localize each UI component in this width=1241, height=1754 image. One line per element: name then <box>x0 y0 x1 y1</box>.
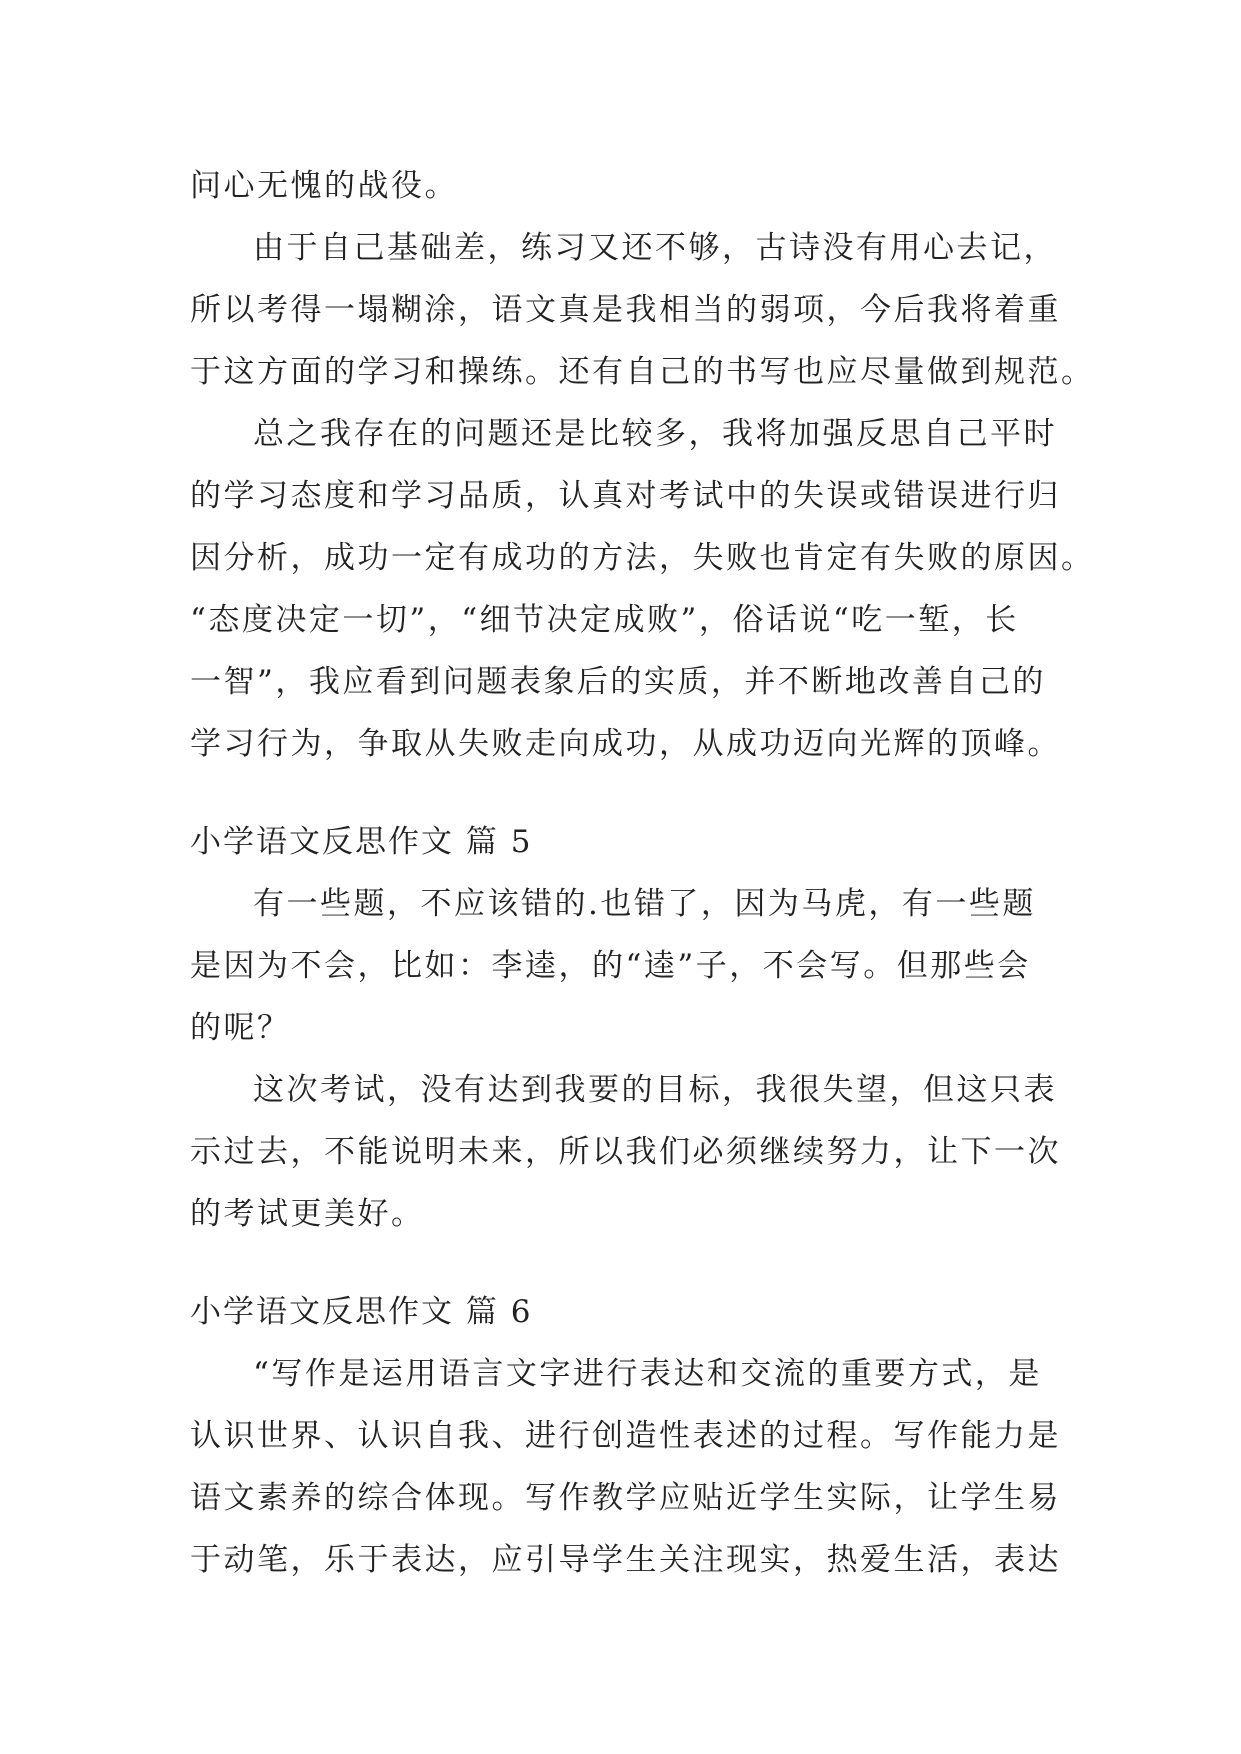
text-line: 的呢？ <box>190 1010 291 1046</box>
paragraph-summary <box>190 403 1095 775</box>
text-line: 这次考试，没有达到我要的目标，我很失望，但这只表 <box>253 1072 1057 1108</box>
text-line: 于这方面的学习和操练。还有自己的书写也应尽量做到规范。 <box>190 354 1095 390</box>
section-5-paragraph-1 <box>190 873 1070 1059</box>
text-line: 语文素养的综合体现。写作教学应贴近学生实际，让学生易 <box>190 1480 1061 1516</box>
paragraph-continuation <box>190 155 1070 217</box>
text-line: 由于自己基础差，练习又还不够，古诗没有用心去记， <box>253 230 1057 266</box>
text-line: 认识世界、认识自我、进行创造性表述的过程。写作能力是 <box>190 1418 1061 1454</box>
section-5-paragraph-2 <box>190 1059 1070 1245</box>
text-line: “态度决定一切”，“细节决定成败”，俗话说“吃一堑，长 <box>190 602 1019 638</box>
text-line: 是因为不会，比如：李逵，的“逵”子，不会写。但那些会 <box>190 948 1031 984</box>
text-line: 的考试更美好。 <box>190 1196 425 1232</box>
text-line: 学习行为，争取从失败走向成功，从成功迈向光辉的顶峰。 <box>190 726 1061 762</box>
text-line: 一智”，我应看到问题表象后的实质，并不断地改善自己的 <box>190 664 1046 700</box>
text-line: 有一些题，不应该错的.也错了，因为马虎，有一些题 <box>253 886 1036 922</box>
paragraph-writing-weakness <box>190 217 1095 403</box>
text-line: 因分析，成功一定有成功的方法，失败也肯定有失败的原因。 <box>190 540 1095 576</box>
section-title-5: 小学语文反思作文 篇 5 <box>190 824 533 860</box>
text-line: “写作是运用语言文字进行表达和交流的重要方式，是 <box>253 1356 1042 1392</box>
text-line: 的学习态度和学习品质，认真对考试中的失误或错误进行归 <box>190 478 1061 514</box>
section-title-6: 小学语文反思作文 篇 6 <box>190 1294 533 1330</box>
section-6-paragraph-1 <box>190 1343 1070 1591</box>
text-line: 问心无愧的战役。 <box>190 168 458 204</box>
text-line: 示过去，不能说明未来，所以我们必须继续努力，让下一次 <box>190 1134 1061 1170</box>
text-line: 所以考得一塌糊涂，语文真是我相当的弱项，今后我将着重 <box>190 292 1061 328</box>
document-page <box>190 155 1095 1591</box>
text-line: 于动笔，乐于表达，应引导学生关注现实，热爱生活，表达 <box>190 1542 1061 1578</box>
text-line: 总之我存在的问题还是比较多，我将加强反思自己平时 <box>253 416 1057 452</box>
